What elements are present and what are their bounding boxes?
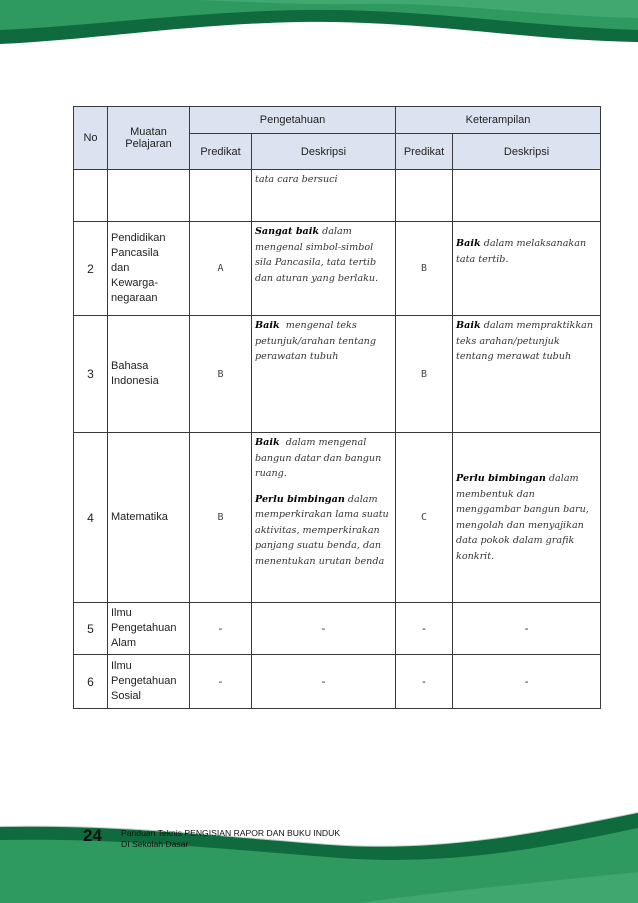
muatan-line: Pengetahuan <box>111 622 177 634</box>
table-row <box>74 433 601 603</box>
header-pengetahuan: Pengetahuan <box>190 107 396 134</box>
deskripsi-text: mengenal teks petunjuk/arahan tentang perawatan tubuh <box>255 320 376 362</box>
no-cell: 2 <box>74 222 108 316</box>
deskripsi-text: dalam mengenal bangun datar dan bangun ruang. <box>255 437 382 479</box>
predikat-cell <box>396 170 453 222</box>
predikat-cell: - <box>190 603 252 655</box>
deskripsi-cell <box>453 222 601 316</box>
deskripsi-cell <box>453 170 601 222</box>
muatan-line: Bahasa <box>111 360 149 372</box>
muatan-cell <box>108 603 190 655</box>
deskripsi-emphasis: Perlu bimbingan <box>456 473 546 484</box>
deskripsi-emphasis: Baik <box>456 238 481 249</box>
predikat-cell <box>190 170 252 222</box>
muatan-line: Pancasila <box>111 247 159 259</box>
deskripsi-emphasis: Baik <box>456 320 481 331</box>
header-predikat-pengetahuan: Predikat <box>190 134 252 170</box>
deskripsi-cell <box>252 222 396 316</box>
deskripsi-cell <box>453 316 601 433</box>
deskripsi-paragraph <box>255 492 392 570</box>
table-row <box>74 316 601 433</box>
header-predikat-keterampilan: Predikat <box>396 134 453 170</box>
muatan-line: negaraan <box>111 292 158 304</box>
header-deskripsi-pengetahuan: Deskripsi <box>252 134 396 170</box>
muatan-cell <box>108 222 190 316</box>
muatan-line: Ilmu <box>111 607 132 619</box>
muatan-line: dan <box>111 262 130 274</box>
muatan-cell <box>108 170 190 222</box>
no-cell <box>74 170 108 222</box>
header-muatan-pelajaran: Muatan Pelajaran <box>108 107 190 170</box>
predikat-cell: - <box>396 603 453 655</box>
table-row <box>74 655 601 709</box>
deskripsi-text: dalam mengenal simbol-simbol sila Pancasila, tata tertib dan aturan yang berlaku. <box>255 226 379 284</box>
deskripsi-cell: - <box>252 655 396 709</box>
top-green-banner <box>0 0 638 60</box>
predikat-cell: - <box>190 655 252 709</box>
deskripsi-cell <box>252 170 396 222</box>
deskripsi-cell <box>252 316 396 433</box>
footer-caption <box>121 828 340 849</box>
muatan-line: Sosial <box>111 690 141 702</box>
footer-line: Panduan Teknis PENGISIAN RAPOR DAN BUKU INDUK <box>121 828 341 838</box>
deskripsi-emphasis: Baik <box>255 437 280 448</box>
deskripsi-text: dalam membentuk dan menggambar bangun baru, mengolah dan menyajikan data pokok dalam grafik konkrit. <box>456 473 589 562</box>
deskripsi-cell: - <box>453 655 601 709</box>
predikat-cell: B <box>396 316 453 433</box>
muatan-line: Ilmu <box>111 660 132 672</box>
header-deskripsi-keterampilan: Deskripsi <box>453 134 601 170</box>
predikat-cell: - <box>396 655 453 709</box>
table-row <box>74 222 601 316</box>
predikat-cell: A <box>190 222 252 316</box>
muatan-line: Pendidikan <box>111 232 166 244</box>
bottom-green-banner <box>0 798 638 903</box>
predikat-cell: B <box>396 222 453 316</box>
page-number: 24 <box>83 826 102 845</box>
deskripsi-emphasis: Perlu bimbingan <box>255 493 345 505</box>
muatan-line: Indonesia <box>111 375 159 387</box>
no-cell: 4 <box>74 433 108 603</box>
table-row <box>74 170 601 222</box>
muatan-cell <box>108 433 190 603</box>
muatan-line: Matematika <box>111 511 168 523</box>
deskripsi-emphasis: Baik <box>255 320 280 331</box>
predikat-cell: B <box>190 316 252 433</box>
footer-line: DI Sekolah Dasar <box>121 838 189 849</box>
muatan-cell <box>108 316 190 433</box>
deskripsi-cell: - <box>252 603 396 655</box>
deskripsi-cell <box>453 433 601 603</box>
muatan-line: Pengetahuan <box>111 675 177 687</box>
deskripsi-text: tata cara bersuci <box>255 174 338 185</box>
deskripsi-cell <box>252 433 396 603</box>
predikat-cell: C <box>396 433 453 603</box>
deskripsi-text: dalam mempraktikkan teks arahan/petunjuk tentang merawat tubuh <box>456 320 594 362</box>
deskripsi-paragraph <box>255 435 392 482</box>
header-keterampilan: Keterampilan <box>396 107 601 134</box>
header-no: No <box>74 107 108 170</box>
rapor-table <box>73 106 601 709</box>
no-cell: 5 <box>74 603 108 655</box>
no-cell: 3 <box>74 316 108 433</box>
deskripsi-cell: - <box>453 603 601 655</box>
muatan-line: Kewarga- <box>111 277 159 289</box>
table-row <box>74 603 601 655</box>
muatan-cell <box>108 655 190 709</box>
no-cell: 6 <box>74 655 108 709</box>
predikat-cell: B <box>190 433 252 603</box>
deskripsi-text: dalam memperkirakan lama suatu aktivitas, memperkirakan panjang suatu benda, dan menentukan urutan benda <box>255 493 389 567</box>
muatan-line: Alam <box>111 637 137 649</box>
deskripsi-text: dalam melaksanakan tata tertib. <box>456 238 587 265</box>
deskripsi-emphasis: Sangat baik <box>255 226 320 237</box>
